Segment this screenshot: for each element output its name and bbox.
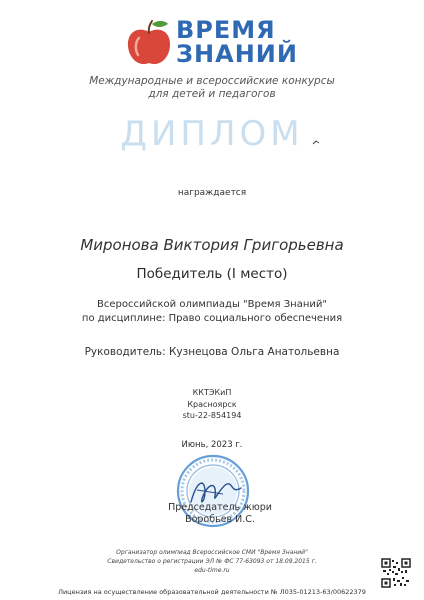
footer-organizer: Организатор олимпиад Всероссийское СМИ "Время Знаний": [116, 549, 308, 556]
diploma-title: ДИПЛОМ: [120, 114, 304, 154]
brand-name-line1: ВРЕМЯ: [176, 16, 276, 44]
tagline-line1: Международные и всероссийские конкурсы: [89, 75, 335, 87]
organization-id: stu-22-854194: [182, 411, 242, 420]
olympiad-line2: по дисциплине: Право социального обеспечения: [81, 313, 343, 324]
footer-registration: Свидетельство о регистрации ЭЛ № ФС 77-63093 от 18.09.2015 г.: [107, 558, 317, 565]
signature-name: Воробьев И.С.: [185, 514, 255, 525]
issue-date: Июнь, 2023 г.: [181, 440, 243, 450]
brand-name-line2: ЗНАНИЙ: [176, 40, 298, 68]
supervisor-line: Руководитель: Кузнецова Ольга Анатольевна: [84, 346, 340, 358]
recipient-name: Миронова Виктория Григорьевна: [80, 236, 344, 254]
tagline-line2: для детей и педагогов: [148, 88, 276, 100]
organization-city: Красноярск: [187, 400, 237, 409]
license-line: Лицензия на осуществление образовательной деятельности № Л035-01213-63/00622379: [58, 588, 366, 596]
apple-logo-icon: [124, 18, 174, 68]
signature-title: Председатель жюри: [168, 502, 272, 513]
olympiad-line1: Всероссийской олимпиады "Время Знаний": [97, 299, 327, 310]
qr-code-icon: [381, 558, 411, 588]
place-title: Победитель (I место): [136, 266, 288, 282]
decorative-mark-icon: [312, 140, 320, 146]
awarded-label: награждается: [177, 188, 247, 198]
footer-website: edu-time.ru: [194, 567, 230, 574]
organization-name: ККТЭКиП: [192, 388, 232, 397]
